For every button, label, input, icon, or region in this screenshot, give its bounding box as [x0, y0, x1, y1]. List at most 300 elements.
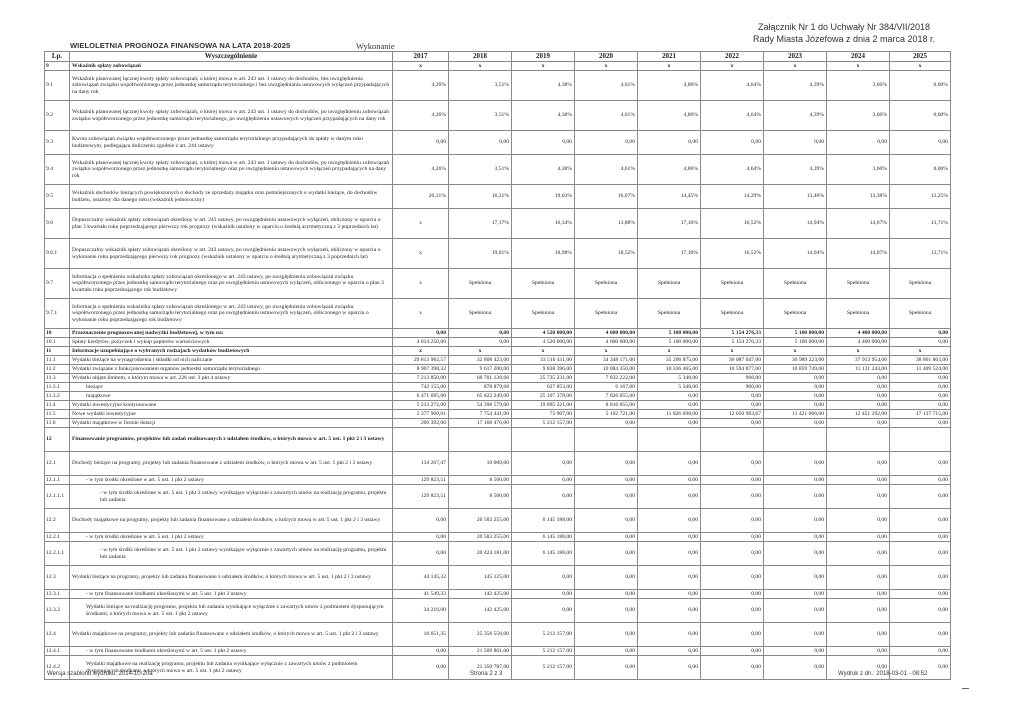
row-description: Wydatki bieżące na realizację programu, projektu lub zadania wynikające wyłącznie z zawartych umów z podmiotem dysponującym środkami, o których mowa w art. 5 ust. 1 pkt 2 ustawy [70, 599, 393, 623]
row-description: Dopuszczalny wskaźnik spłaty zobowiązań określony w art. 243 ustawy, po uwzględnieniu ustawowych wyłączeń, obliczony w oparciu o plan 3 kwartału roku poprzedzającego pierwszy rok prognozy (wskaźnik ustalony w oparciu o średnią arytmetyczną z 3 poprzednich lat) [70, 209, 393, 239]
year-value-cell: 0,00 [827, 374, 890, 383]
year-value-cell: 44 145,32 [393, 566, 449, 590]
year-value-cell: 4 520 000,00 [512, 329, 575, 338]
year-value-cell: 0,00 [764, 485, 827, 509]
year-value-cell: 6 145 188,00 [512, 509, 575, 533]
row-number: 12.3.2 [45, 599, 70, 623]
year-value-cell: 0,00 [701, 647, 764, 656]
table-row [45, 185, 951, 209]
year-value-cell: 8 816 055,00 [575, 401, 638, 410]
year-value-cell: x [393, 239, 449, 269]
year-value-cell: 966,00 [701, 383, 764, 392]
year-value-cell: 134 267,47 [393, 452, 449, 476]
year-value-cell: 8 500,00 [449, 485, 512, 509]
year-value-cell: 19,03% [512, 185, 575, 209]
year-value-cell: 0,00 [764, 131, 827, 155]
year-value-cell: Spełniona [827, 299, 890, 329]
year-value-cell: 37 913 954,00 [827, 356, 890, 365]
row-description: Wskaźnik spłaty zobowiązań [70, 62, 393, 71]
year-value-cell: x [701, 347, 764, 356]
year-value-cell: 0,00 [827, 476, 890, 485]
row-description: Dochody majątkowe na programy, projekty lub zadania finansowane z udziałem środków, o których mowa w art. 5 ust. 1 pkt 2 i 3 ustawy [70, 509, 393, 533]
row-description: - w tym środki określone w art. 5 ust. 1 pkt 2 ustawy [70, 533, 393, 542]
wykonanie-heading: Wykonanie [356, 41, 395, 51]
year-value-cell: x [449, 62, 512, 71]
year-value-cell: 0,00 [512, 476, 575, 485]
year-value-cell: Spełniona [701, 269, 764, 299]
year-value-cell: 34 216,00 [393, 599, 449, 623]
year-value-cell: 4,39% [764, 155, 827, 185]
year-value-cell: 4 400 000,00 [827, 338, 890, 347]
row-number: 9.3 [45, 131, 70, 155]
year-value-cell: 4,26% [393, 71, 449, 101]
year-value-cell: 7 826 055,00 [575, 392, 638, 401]
row-number: 11.5 [45, 410, 70, 419]
year-value-cell: 14,07% [827, 209, 890, 239]
table-row [45, 623, 951, 647]
table-row [45, 647, 951, 656]
document-title: WIELOLETNIA PROGNOZA FINANSOWA NA LATA 2018-2025 [70, 41, 291, 50]
year-value-cell: 0,00 [638, 485, 701, 509]
year-value-cell: 21 350 787,00 [449, 656, 512, 680]
year-value-cell: 0,00 [890, 623, 951, 647]
col-header-year: 2024 [827, 52, 890, 62]
row-number: 10 [45, 329, 70, 338]
row-description: Spłaty kredytów, pożyczek i wykup papierów wartościowych [70, 338, 393, 347]
year-value-cell: 0,00 [827, 590, 890, 599]
year-value-cell: 6 145 188,00 [512, 533, 575, 542]
year-value-cell [701, 428, 764, 452]
row-description: - w tym środki określone w art. 5 ust. 1 pkt 2 ustawy [70, 476, 393, 485]
year-value-cell: Spełniona [764, 269, 827, 299]
table-row [45, 338, 951, 347]
year-value-cell: 0,00 [701, 533, 764, 542]
year-value-cell: 0,00 [575, 533, 638, 542]
table-row [45, 374, 951, 383]
year-value-cell: x [575, 347, 638, 356]
year-value-cell: 0,00 [890, 485, 951, 509]
year-value-cell: 0,00 [764, 509, 827, 533]
year-value-cell: 0,00 [764, 656, 827, 680]
table-row [45, 383, 951, 392]
year-value-cell: 5 100 000,00 [764, 338, 827, 347]
year-value-cell: 4 600 000,00 [575, 338, 638, 347]
row-number: 9.2 [45, 101, 70, 131]
row-number: 12 [45, 428, 70, 452]
year-value-cell: 0,00 [393, 656, 449, 680]
year-value-cell: 0,00 [701, 623, 764, 647]
year-value-cell: 0,00 [512, 590, 575, 599]
attachment-header [744, 21, 944, 45]
year-value-cell: 0,00 [827, 401, 890, 410]
col-header-year: 2025 [890, 52, 951, 62]
year-value-cell: 0,00 [393, 329, 449, 338]
row-number: 11.1 [45, 356, 70, 365]
year-value-cell: 0,00 [890, 452, 951, 476]
year-value-cell: 0,00 [449, 338, 512, 347]
year-value-cell: 10 594 877,00 [701, 365, 764, 374]
year-value-cell: 206 392,06 [393, 419, 449, 428]
row-description: Informacja o spełnieniu wskaźnika spłaty zobowiązań określonego w art. 243 ustawy, po uwzględnieniu zobowiązań związku współtworzonego przez jednostkę samorządu terytorialnego oraz po uwzględnieniu ustawowych wyłączeń, obliczonego w oparciu o wykonanie roku poprzedzającego rok budżetowy [70, 299, 393, 329]
year-value-cell: 16,34% [512, 209, 575, 239]
year-value-cell: 0,00 [890, 533, 951, 542]
year-value-cell: 3,51% [449, 101, 512, 131]
year-value-cell: 0,00 [827, 419, 890, 428]
year-value-cell: 145 125,00 [449, 566, 512, 590]
year-value-cell: 0,00 [575, 542, 638, 566]
year-value-cell: 0,00 [890, 647, 951, 656]
year-value-cell: 8 907 398,32 [393, 365, 449, 374]
year-value-cell: Spełniona [449, 269, 512, 299]
year-value-cell: 0,00 [575, 656, 638, 680]
year-value-cell: 0,00 [764, 533, 827, 542]
row-number: 9.7 [45, 269, 70, 299]
row-number: 9.7.1 [45, 299, 70, 329]
table-row [45, 509, 951, 533]
forecast-table [44, 51, 951, 680]
year-value-cell: Spełniona [890, 299, 951, 329]
year-value-cell: 5 154 276,33 [701, 329, 764, 338]
row-description: - w tym finansowane środkami określonymi w art. 5 ust. 1 pkt 2 ustawy [70, 590, 393, 599]
row-description: Wskaźnik planowanej łącznej kwoty spłaty zobowiązań, o której mowa w art. 243 ust. 1 ustawy do dochodów, bez uwzględnienia zobowiązań związku współtworzonego przez jednostkę samorządu terytorialnego i bez uwzględniania ustawowych wyłączeń przypadających na dany rok [70, 71, 393, 101]
row-description: Wskaźnik planowanej łącznej kwoty spłaty zobowiązań, o której mowa w art. 243 ust. 1 ustawy do dochodów, po uwzględnieniu zobowiązań związku współtworzonego przez jednostkę samorządu terytorialnego, po uwzględnieniu ustawowych wyłączeń przypadających na dany rok [70, 101, 393, 131]
year-value-cell: 0,00 [575, 485, 638, 509]
year-value-cell: 0,00 [638, 401, 701, 410]
year-value-cell [512, 428, 575, 452]
year-value-cell: x [701, 62, 764, 71]
row-description: Nowe wydatki inwestycyjne [70, 410, 393, 419]
year-value-cell: 0,00 [701, 590, 764, 599]
row-number: 12.3 [45, 566, 70, 590]
table-row [45, 62, 951, 71]
table-row [45, 566, 951, 590]
year-value-cell: 0,00 [764, 401, 827, 410]
year-value-cell: 11 421 066,00 [764, 410, 827, 419]
year-value-cell: 12 050 983,67 [701, 410, 764, 419]
row-description: - w tym środki określone w art. 5 ust. 1 pkt 2 ustawy wynikające wyłącznie z zawartych umów na realizację programu, projektu lub zadania [70, 485, 393, 509]
row-number: 9.6 [45, 209, 70, 239]
row-description: majątkowe [70, 392, 393, 401]
year-value-cell: 0,00 [890, 656, 951, 680]
year-value-cell: 0,00 [512, 566, 575, 590]
year-value-cell: 0,00 [827, 131, 890, 155]
year-value-cell: 32 808 423,00 [449, 356, 512, 365]
year-value-cell: 0,00 [890, 338, 951, 347]
year-value-cell: Spełniona [512, 299, 575, 329]
year-value-cell: 4 400 000,00 [827, 329, 890, 338]
year-value-cell: 0,00 [701, 452, 764, 476]
year-value-cell: 4,39% [764, 71, 827, 101]
year-value-cell [638, 428, 701, 452]
row-number: 9 [45, 62, 70, 71]
year-value-cell: 0,00% [890, 71, 951, 101]
year-value-cell: 41 549,33 [393, 590, 449, 599]
year-value-cell: 5 212 157,00 [512, 623, 575, 647]
year-value-cell: 25 107 378,00 [512, 392, 575, 401]
row-description: Wydatki majątkowe w formie dotacji [70, 419, 393, 428]
year-value-cell: 5 100 000,00 [638, 338, 701, 347]
year-value-cell: 35 206 875,00 [638, 356, 701, 365]
print-date: Wydruk z dn.: 2018-03-01 - 08:52 [838, 671, 928, 677]
table-row [45, 476, 951, 485]
year-value-cell: 10 000,00 [449, 452, 512, 476]
year-value-cell: 0,00% [890, 155, 951, 185]
table-header-row [45, 52, 951, 62]
year-value-cell: x [393, 347, 449, 356]
year-value-cell: 0,00 [512, 485, 575, 509]
year-value-cell: 5 212 157,00 [512, 647, 575, 656]
col-header-lp: Lp. [45, 52, 70, 62]
year-value-cell: 3,60% [827, 71, 890, 101]
year-value-cell: x [638, 62, 701, 71]
year-value-cell: 5 100 000,00 [638, 329, 701, 338]
year-value-cell: 0,00 [890, 476, 951, 485]
year-value-cell: 4,38% [512, 101, 575, 131]
year-value-cell: 0,00 [764, 419, 827, 428]
year-value-cell: 0,00 [827, 509, 890, 533]
year-value-cell: 11 131 243,00 [827, 365, 890, 374]
year-value-cell [764, 428, 827, 452]
year-value-cell: 0,00 [638, 476, 701, 485]
year-value-cell: x [393, 269, 449, 299]
year-value-cell: 0,00 [701, 542, 764, 566]
year-value-cell: 0,00 [512, 131, 575, 155]
row-description: Wydatki związane z funkcjonowaniem organów jednostki samorządu terytorialnego [70, 365, 393, 374]
year-value-cell: 18,52% [575, 239, 638, 269]
year-value-cell: 0,00 [764, 383, 827, 392]
year-value-cell: 10 859 749,00 [764, 365, 827, 374]
row-number: 9.4 [45, 155, 70, 185]
year-value-cell: 20 583 255,00 [449, 509, 512, 533]
table-row [45, 155, 951, 185]
year-value-cell: x [890, 62, 951, 71]
table-row [45, 410, 951, 419]
year-value-cell: 9 617 200,00 [449, 365, 512, 374]
year-value-cell: 0,00 [638, 509, 701, 533]
table-row [45, 347, 951, 356]
year-value-cell: 7 832 222,00 [575, 374, 638, 383]
table-row [45, 419, 951, 428]
year-value-cell: 0,00 [638, 392, 701, 401]
table-row [45, 131, 951, 155]
col-header-year: 2022 [701, 52, 764, 62]
attachment-line-2: Rady Miasta Józefowa z dnia 2 marca 2018 r. [752, 34, 936, 44]
year-value-cell: 0,00 [764, 542, 827, 566]
table-row [45, 239, 951, 269]
year-value-cell: 0,00 [575, 476, 638, 485]
year-value-cell: 0,00 [575, 590, 638, 599]
year-value-cell: 65 822 249,00 [449, 392, 512, 401]
year-value-cell: 11 826 698,00 [638, 410, 701, 419]
year-value-cell: 17 168 476,00 [449, 419, 512, 428]
row-number: 12.2.1.1 [45, 542, 70, 566]
year-value-cell: Spełniona [764, 299, 827, 329]
row-description: Wskaźnik dochodów bieżących powiększonych o dochody ze sprzedaży majątku oraz pomniejszonych o wydatki bieżące, do dochodów budżetu, ustalony dla danego roku (wskaźnik jednoroczny) [70, 185, 393, 209]
row-description: Wydatki bieżące na programy, projekty lub zadania finansowane z udziałem środków, o których mowa w art. 5 ust. 1 pkt 2 i 3 ustawy [70, 566, 393, 590]
year-value-cell: 0,00 [449, 329, 512, 338]
year-value-cell: 0,00 [575, 131, 638, 155]
year-value-cell: 0,00 [638, 533, 701, 542]
year-value-cell: 0,00 [638, 623, 701, 647]
year-value-cell: 0,00 [827, 656, 890, 680]
year-value-cell: 0,00 [890, 131, 951, 155]
year-value-cell: 4 600 000,00 [575, 329, 638, 338]
year-value-cell: 0,00 [827, 647, 890, 656]
year-value-cell: 66 701 128,68 [449, 374, 512, 383]
year-value-cell: 4,61% [575, 101, 638, 131]
row-number: 12.1 [45, 452, 70, 476]
year-value-cell: 17,17% [449, 209, 512, 239]
year-value-cell: 0,00 [890, 419, 951, 428]
year-value-cell: 4,64% [701, 71, 764, 101]
year-value-cell: 14,94% [764, 239, 827, 269]
year-value-cell: 0,00% [890, 101, 951, 131]
year-value-cell: 20 583 255,00 [449, 533, 512, 542]
year-value-cell: 13,71% [890, 239, 951, 269]
row-description: Wydatki majątkowe na programy, projekty lub zadania finansowane z udziałem środków, o których mowa w art. 5 ust. 1 pkt 2 i 3 ustawy [70, 623, 393, 647]
year-value-cell: 0,00 [575, 599, 638, 623]
row-description: Wydatki bieżące na wynagrodzenia i składki od nich naliczane [70, 356, 393, 365]
year-value-cell: 4,61% [575, 71, 638, 101]
year-value-cell: 13,25% [890, 185, 951, 209]
row-description: - w tym finansowane środkami określonymi w art. 5 ust. 1 pkt 2 ustawy [70, 647, 393, 656]
year-value-cell: 0,00 [701, 392, 764, 401]
year-value-cell: 33 510 411,00 [512, 356, 575, 365]
table-row [45, 209, 951, 239]
year-value-cell: 20 424 181,00 [449, 542, 512, 566]
year-value-cell: x [827, 347, 890, 356]
year-value-cell: 878 879,68 [449, 383, 512, 392]
row-number: 11 [45, 347, 70, 356]
year-value-cell [827, 428, 890, 452]
year-value-cell: 0,00 [701, 656, 764, 680]
table-row [45, 401, 951, 410]
row-description: Wydatki inwestycyjne kontynuowane [70, 401, 393, 410]
year-value-cell: 5 192 721,00 [575, 410, 638, 419]
year-value-cell: x [764, 347, 827, 356]
year-value-cell: 966,00 [701, 374, 764, 383]
row-description: Dochody bieżące na programy, projekty lub zadania finansowane z udziałem środków, o których mowa w art. 5 ust. 1 pkt 2 i 3 ustawy [70, 452, 393, 476]
row-number: 9.1 [45, 71, 70, 101]
year-value-cell: 16,07% [575, 185, 638, 209]
row-number: 12.1.1 [45, 476, 70, 485]
table-row [45, 299, 951, 329]
year-value-cell: 0,00 [764, 452, 827, 476]
year-value-cell: 18 651,35 [393, 623, 449, 647]
year-value-cell: 0,00 [890, 599, 951, 623]
table-row [45, 452, 951, 476]
table-row [45, 542, 951, 566]
row-number: 11.3 [45, 374, 70, 383]
year-value-cell: 0,00 [701, 599, 764, 623]
year-value-cell: x [827, 62, 890, 71]
row-description: Informacja o spełnieniu wskaźnika spłaty zobowiązań określonego w art. 243 ustawy, po uwzględnieniu zobowiązań związku współtworzonego przez jednostkę samorządu terytorialnego oraz po uwzględnieniu ustawowych wyłączeń, obliczonego w oparciu o plan 3 kwartału roku poprzedzającego rok budżetowy [70, 269, 393, 299]
row-description: Finansowanie programów, projektów lub zadań realizowanych z udziałem środków, o których mowa w art. 5 ust. 1 pkt 2 i 3 ustawy [70, 428, 393, 452]
year-value-cell: Spełniona [827, 269, 890, 299]
row-description: bieżące [70, 383, 393, 392]
year-value-cell: 0,00 [638, 656, 701, 680]
year-value-cell: 0,00 [638, 647, 701, 656]
year-value-cell: 0,00 [890, 401, 951, 410]
year-value-cell: 5 212 157,00 [512, 419, 575, 428]
table-row [45, 392, 951, 401]
row-description: Wydatki majątkowe na realizację programu, projektu lub zadania wynikające wyłącznie z zawartych umów z podmiotem dysponującym środkami, o których mowa w art. 5 ust. 1 pkt 2 ustawy [70, 656, 393, 680]
year-value-cell: 5 212 157,00 [512, 656, 575, 680]
year-value-cell: 0,00 [890, 566, 951, 590]
year-value-cell: 38 861 803,00 [890, 356, 951, 365]
row-description: Informacje uzupełniające o wybranych rodzajach wydatków budżetowych [70, 347, 393, 356]
year-value-cell: 13,46% [764, 185, 827, 209]
table-row [45, 485, 951, 509]
year-value-cell: x [638, 347, 701, 356]
year-value-cell: 0,00 [575, 419, 638, 428]
year-value-cell: 6 167,00 [575, 383, 638, 392]
year-value-cell [449, 428, 512, 452]
year-value-cell: 36 989 223,00 [764, 356, 827, 365]
year-value-cell [890, 428, 951, 452]
year-value-cell: 142 425,00 [449, 599, 512, 623]
year-value-cell: 14,29% [701, 185, 764, 209]
year-value-cell: x [512, 62, 575, 71]
year-value-cell: 129 823,51 [393, 485, 449, 509]
year-value-cell: 0,00 [575, 623, 638, 647]
year-value-cell: 54 398 579,00 [449, 401, 512, 410]
year-value-cell: 0,00 [827, 392, 890, 401]
year-value-cell: 0,00 [449, 131, 512, 155]
row-number: 12.2.1 [45, 533, 70, 542]
col-header-year: 2023 [764, 52, 827, 62]
year-value-cell: 19,81% [449, 239, 512, 269]
year-value-cell: 5 348,00 [638, 374, 701, 383]
table-row [45, 356, 951, 365]
year-value-cell: 13,88% [575, 209, 638, 239]
year-value-cell: Spełniona [701, 299, 764, 329]
edge-mark [962, 688, 969, 689]
table-row [45, 329, 951, 338]
year-value-cell: 0,00 [890, 590, 951, 599]
row-number: 12.4 [45, 623, 70, 647]
year-value-cell: 4 014 250,00 [393, 338, 449, 347]
year-value-cell: 142 425,00 [449, 590, 512, 599]
year-value-cell: 4,39% [764, 101, 827, 131]
year-value-cell: 0,00 [638, 566, 701, 590]
year-value-cell: x [890, 347, 951, 356]
row-number: 12.2 [45, 509, 70, 533]
year-value-cell: 16,52% [701, 239, 764, 269]
year-value-cell: 0,00 [638, 452, 701, 476]
year-value-cell: 0,00 [512, 452, 575, 476]
year-value-cell: 0,00 [575, 509, 638, 533]
year-value-cell: 0,00 [890, 509, 951, 533]
year-value-cell: 13,71% [890, 209, 951, 239]
year-value-cell: 0,00 [827, 623, 890, 647]
year-value-cell: 4,86% [638, 101, 701, 131]
year-value-cell: 17 137 715,00 [890, 410, 951, 419]
year-value-cell: 0,00 [890, 329, 951, 338]
year-value-cell: 4,38% [512, 155, 575, 185]
year-value-cell: 0,00 [827, 533, 890, 542]
year-value-cell: 0,00 [393, 542, 449, 566]
table-row [45, 599, 951, 623]
year-value-cell: 129 823,51 [393, 476, 449, 485]
year-value-cell: Spełniona [575, 269, 638, 299]
year-value-cell: 0,00 [827, 383, 890, 392]
year-value-cell: 20,31% [393, 185, 449, 209]
year-value-cell: 5 213 272,00 [393, 401, 449, 410]
year-value-cell: Spełniona [512, 269, 575, 299]
row-number: 11.3.2 [45, 392, 70, 401]
year-value-cell: 4,61% [575, 155, 638, 185]
